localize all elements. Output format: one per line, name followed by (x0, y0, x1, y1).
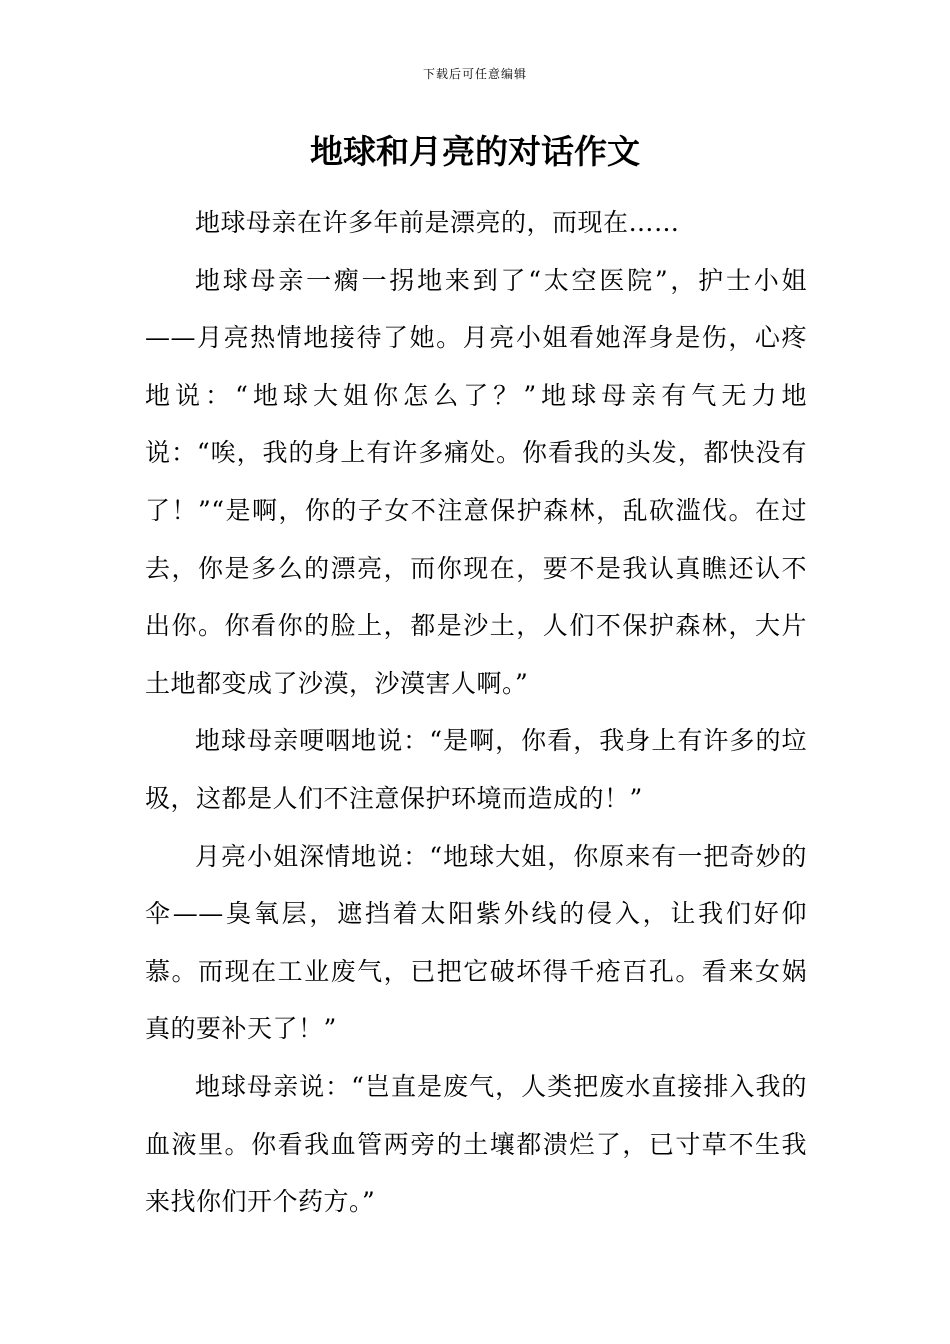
paragraph-2: 地球母亲一瘸一拐地来到了“太空医院”，护士小姐——月亮热情地接待了她。月亮小姐看她浑身是伤，心疼地说：“地球大姐你怎么了？”地球母亲有气无力地说：“唉，我的身上有许多痛处。你看我的头发，都快没有了！”“是啊，你的子女不注意保护森林，乱砍滥伐。在过去，你是多么的漂亮，而你现在，要不是我认真瞧还认不出你。你看你的脸上，都是沙土，人们不保护森林，大片土地都变成了沙漠，沙漠害人啊。” (145, 265, 807, 698)
header-note: 下载后可任意编辑 (422, 67, 527, 81)
paragraph-4: 月亮小姐深情地说：“地球大姐，你原来有一把奇妙的伞——臭氧层，遮挡着太阳紫外线的侵入，让我们好仰慕。而现在工业废气，已把它破坏得千疮百孔。看来女娲真的要补天了！” (145, 841, 807, 1044)
document-title: 地球和月亮的对话作文 (310, 132, 640, 171)
paragraph-5: 地球母亲说：“岂直是废气，人类把废水直接排入我的血液里。你看我血管两旁的土壤都溃烂了，已寸草不生我来找你们开个药方。” (145, 1071, 807, 1217)
paragraph-1: 地球母亲在许多年前是漂亮的，而现在…… (195, 208, 680, 237)
paragraph-3: 地球母亲哽咽地说：“是啊，你看，我身上有许多的垃圾，这都是人们不注意保护环境而造成的！” (145, 726, 807, 813)
document-body (145, 194, 807, 1231)
